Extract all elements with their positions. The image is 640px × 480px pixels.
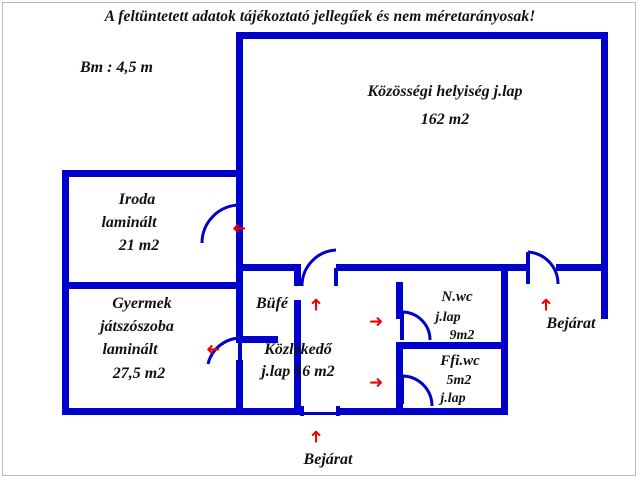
wall-wc-right xyxy=(501,271,508,415)
label-ffiwc-area: 5m2 xyxy=(446,373,472,388)
label-kozlekedo: Közlekedő xyxy=(264,341,332,358)
label-gyermek-floor: laminált xyxy=(102,341,158,358)
label-nwc-area: 9m2 xyxy=(449,328,475,343)
wall-iroda-gyermek xyxy=(62,282,242,289)
label-bufe: Büfé xyxy=(256,295,288,312)
arrow-corridor-right-lower: ➜ xyxy=(369,373,384,393)
door-bottom-entrance xyxy=(300,404,340,420)
label-gyermek-name2: játszószoba xyxy=(100,318,174,335)
label-iroda-name: Iroda xyxy=(118,191,156,208)
wall-gyermek-right-upper xyxy=(236,264,243,336)
label-nwc-jlap: j.lap xyxy=(435,310,461,325)
wall-right-outer-lower xyxy=(601,264,608,319)
label-bejarat-bottom: Bejárat xyxy=(303,451,353,468)
label-kozlekedo-area: j.lap 16 m2 xyxy=(261,363,335,380)
label-nwc: N.wc xyxy=(441,289,473,305)
door-communal-entrance xyxy=(526,250,560,290)
wall-top-communal xyxy=(236,32,608,39)
label-kozossegi-area: 162 m2 xyxy=(420,111,470,128)
arrow-bufe-up: ➜ xyxy=(306,297,327,312)
label-gyermek-area: 27,5 m2 xyxy=(112,365,166,382)
wall-bottom-left-block xyxy=(62,408,300,415)
wall-corridor-top-right xyxy=(336,264,526,271)
label-ffiwc: Ffi.wc xyxy=(440,353,480,369)
label-gyermek-name: Gyermek xyxy=(112,295,172,312)
arrow-corridor-right-upper: ➜ xyxy=(369,312,384,332)
label-bejarat-right: Bejárat xyxy=(546,315,596,332)
arrow-iroda-entry: ➜ xyxy=(232,218,247,238)
arrow-bejarat-right: ➜ xyxy=(536,297,557,312)
wall-top-left-block xyxy=(62,170,242,177)
label-bm: Bm : 4,5 m xyxy=(80,59,153,76)
label-iroda-floor: laminált xyxy=(101,214,157,231)
wall-right-communal xyxy=(601,32,608,282)
arrow-bejarat-bottom: ➜ xyxy=(306,429,327,444)
label-ffiwc-jlap: j.lap xyxy=(440,391,466,406)
page-title: A feltüntetett adatok tájékoztató jellegűek és nem méretarányosak! xyxy=(104,8,536,25)
door-corridor-communal xyxy=(300,246,340,288)
label-kozossegi-name: Közösségi helyiség j.lap xyxy=(367,83,523,100)
label-iroda-area: 21 m2 xyxy=(118,237,160,254)
arrow-kozlekedo-left: ➜ xyxy=(206,339,221,359)
wall-above-bufe xyxy=(236,264,301,271)
